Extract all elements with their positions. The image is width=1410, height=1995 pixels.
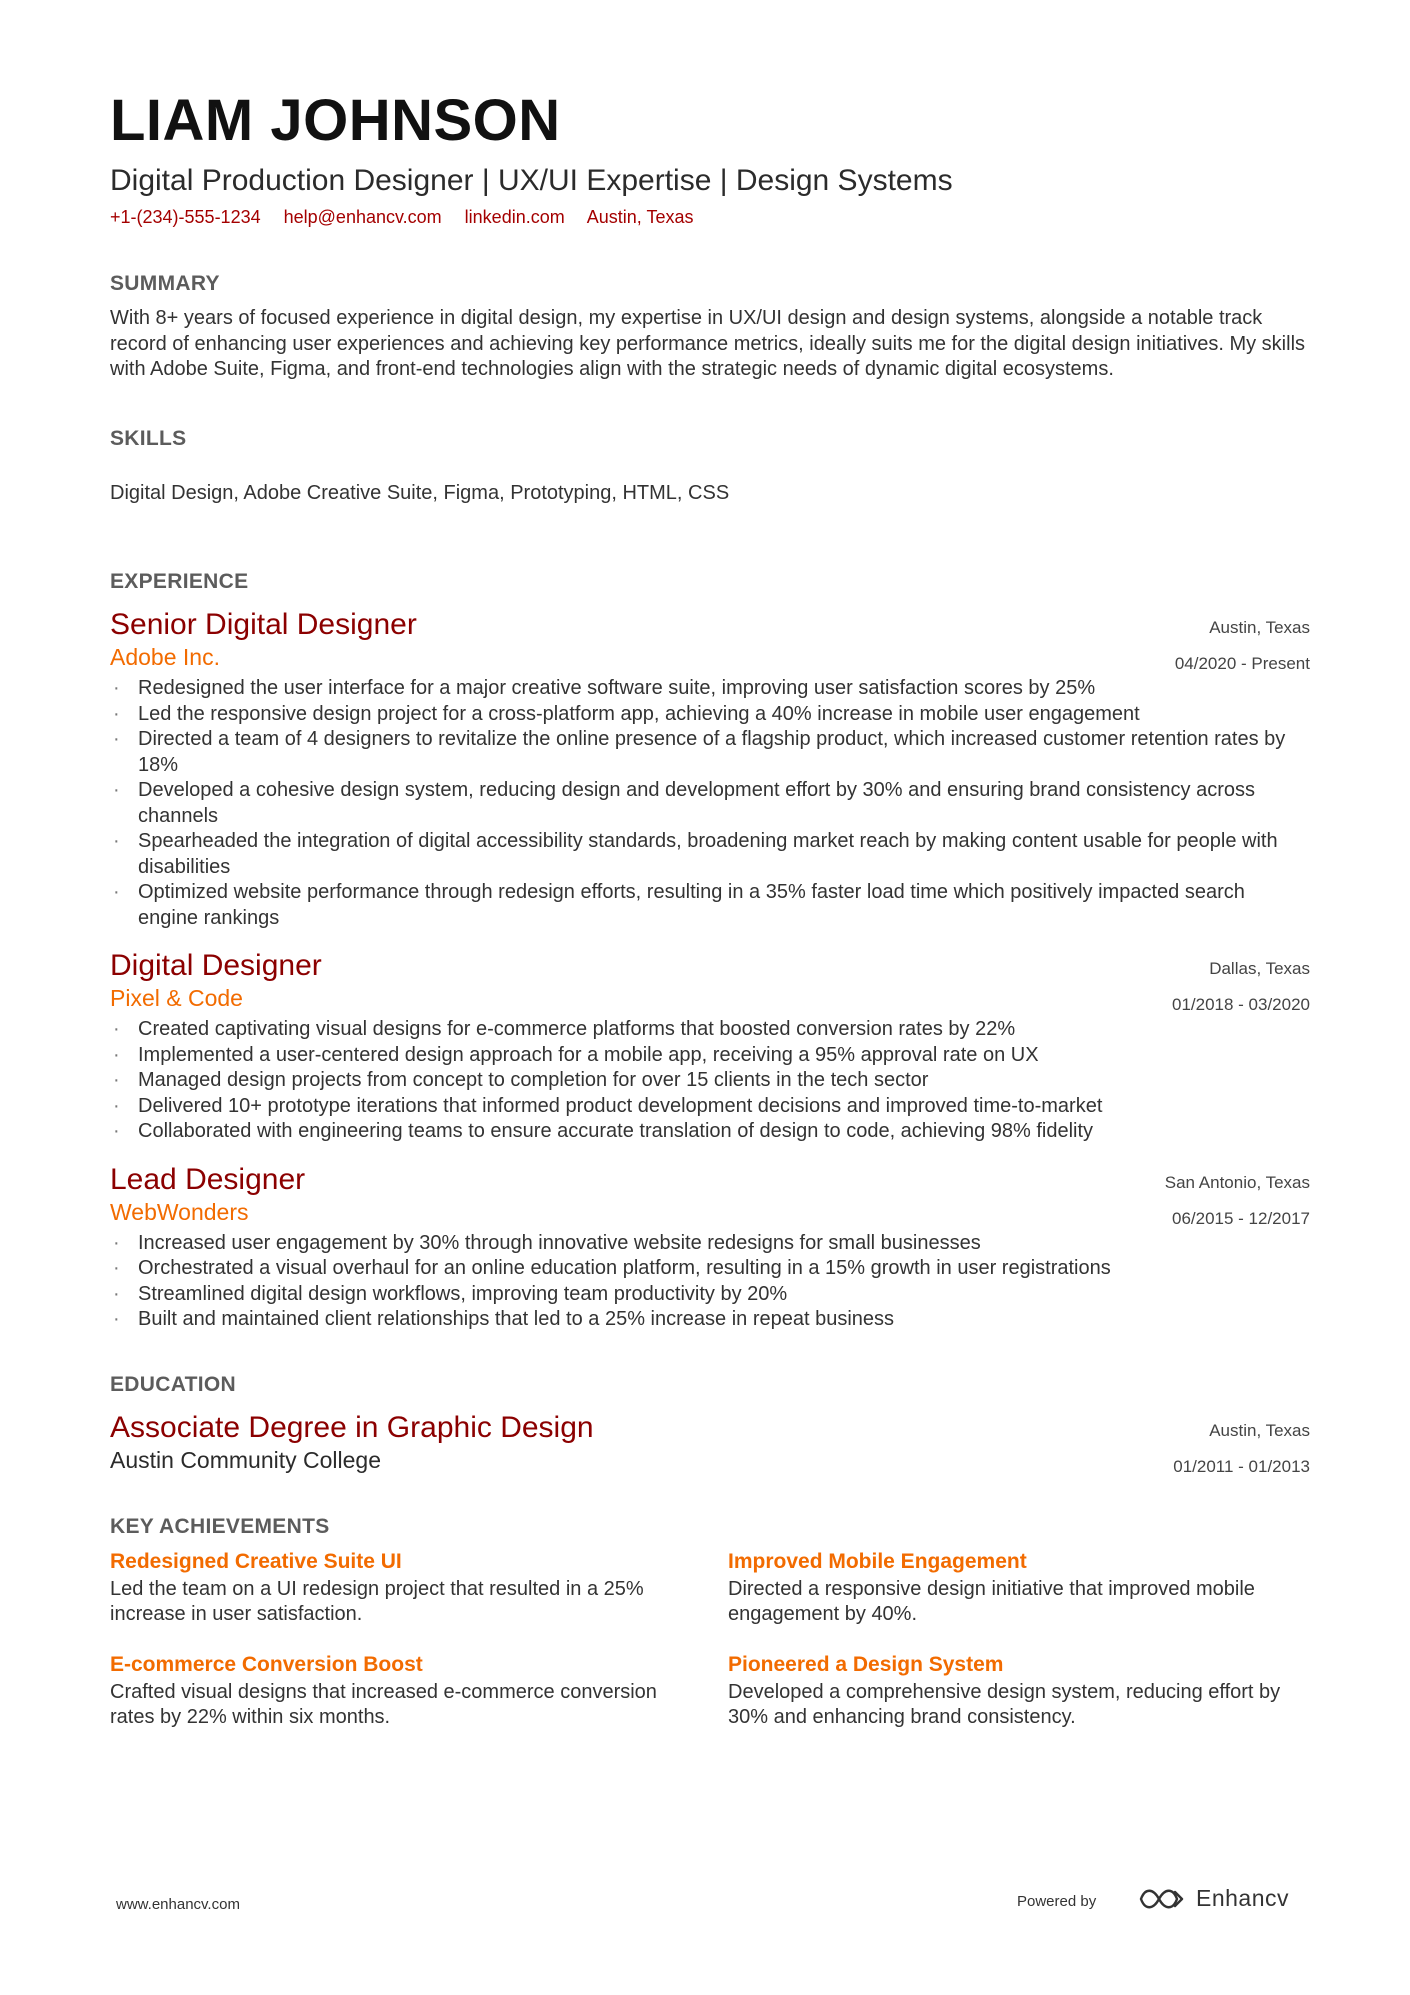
achievement-desc: Crafted visual designs that increased e-commerce conversion rates by 22% within six months. <box>110 1680 657 1728</box>
job-entry <box>110 949 1310 1145</box>
job-bullets <box>110 676 1310 931</box>
job-bullet: · Developed a cohesive design system, reducing design and development effort by 30% and ensuring brand consistency across channels <box>110 778 1310 829</box>
achievement-title: Pioneered a Design System <box>728 1652 1004 1676</box>
job-bullet: · Delivered 10+ prototype iterations that informed product development decisions and improved time-to-market <box>110 1094 1310 1120</box>
job-dates: 04/2020 - Present <box>1174 654 1310 673</box>
job-entry <box>110 608 1310 931</box>
job-bullet: · Redesigned the user interface for a major creative software suite, improving user satisfaction scores by 25% <box>110 676 1310 702</box>
footer-brand[interactable]: Enhancv <box>1196 1885 1290 1911</box>
education-location: Austin, Texas <box>1209 1420 1310 1440</box>
skills-text: Digital Design, Adobe Creative Suite, Figma, Prototyping, HTML, CSS <box>110 481 730 504</box>
job-company: Pixel & Code <box>110 985 243 1011</box>
achievement-item <box>110 1650 728 1731</box>
footer-powered-by: Powered by <box>1017 1893 1097 1910</box>
job-bullet: · Implemented a user-centered design approach for a mobile app, receiving a 95% approval rate on UX <box>110 1043 1310 1069</box>
job-entry <box>110 1163 1310 1333</box>
job-bullet: · Created captivating visual designs for e-commerce platforms that boosted conversion rates by 22% <box>110 1017 1310 1043</box>
contact-email[interactable]: help@enhancv.com <box>283 207 442 227</box>
candidate-headline: Digital Production Designer | UX/UI Expertise | Design Systems <box>110 164 953 197</box>
job-bullet: · Led the responsive design project for a cross-platform app, achieving a 40% increase in mobile user engagement <box>110 702 1310 728</box>
achievement-title: Improved Mobile Engagement <box>728 1549 1027 1573</box>
experience-heading: EXPERIENCE <box>110 570 249 593</box>
achievements-heading: KEY ACHIEVEMENTS <box>110 1514 330 1538</box>
job-location: Austin, Texas <box>1209 618 1310 637</box>
contact-phone[interactable]: +1-(234)-555-1234 <box>110 207 261 227</box>
contact-line <box>110 207 1310 228</box>
contact-linkedin[interactable]: linkedin.com <box>464 207 565 227</box>
job-title: Senior Digital Designer <box>110 608 417 641</box>
job-bullet: · Increased user engagement by 30% through innovative website redesigns for small businesses <box>110 1231 1310 1257</box>
achievement-item <box>728 1547 1310 1628</box>
job-bullet: · Managed design projects from concept to completion for over 15 clients in the tech sector <box>110 1068 1310 1094</box>
job-dates: 06/2015 - 12/2017 <box>1171 1208 1310 1228</box>
job-company: WebWonders <box>110 1198 249 1225</box>
enhancv-logo-icon <box>1137 1884 1185 1914</box>
job-location: San Antonio, Texas <box>1164 1172 1310 1192</box>
job-meta <box>1165 1165 1310 1237</box>
job-bullet: · Optimized website performance through redesign efforts, resulting in a 35% faster load time which positively impacted search engine rankings <box>110 880 1310 931</box>
education-entry <box>110 1411 1310 1475</box>
job-bullet: · Spearheaded the integration of digital accessibility standards, broadening market reach by making content usable for people with disabilities <box>110 829 1310 880</box>
skills-heading: SKILLS <box>110 426 187 450</box>
footer-url[interactable]: www.enhancv.com <box>116 1896 240 1913</box>
education-degree: Associate Degree in Graphic Design <box>110 1410 594 1444</box>
job-title: Digital Designer <box>110 949 322 982</box>
summary-heading: SUMMARY <box>110 272 220 295</box>
job-bullet: · Orchestrated a visual overhaul for an online education platform, resulting in a 15% growth in user registrations <box>110 1256 1310 1282</box>
education-dates: 01/2011 - 01/2013 <box>1173 1456 1310 1476</box>
job-bullet: · Collaborated with engineering teams to ensure accurate translation of design to code, achieving 98% fidelity <box>110 1119 1310 1145</box>
job-bullet: · Streamlined digital design workflows, improving team productivity by 20% <box>110 1282 1310 1308</box>
summary-text: With 8+ years of focused experience in digital design, my expertise in UX/UI design and design systems, alongside a notable track record of enhancing user experiences and achieving key performance metrics, ideally suits me for the digital design initiatives. My skills with Adobe Suite, Figma, and front-end technologies align with the strategic needs of dynamic digital ecosystems. <box>110 307 1306 380</box>
achievement-item <box>110 1547 728 1628</box>
education-heading: EDUCATION <box>110 1372 236 1396</box>
job-company: Adobe Inc. <box>110 644 220 670</box>
achievements-grid <box>110 1547 1310 1731</box>
achievement-title: Redesigned Creative Suite UI <box>110 1549 402 1573</box>
job-dates: 01/2018 - 03/2020 <box>1171 995 1310 1014</box>
contact-location: Austin, Texas <box>586 207 694 227</box>
job-bullets <box>110 1017 1310 1145</box>
education-school: Austin Community College <box>110 1446 382 1473</box>
achievement-title: E-commerce Conversion Boost <box>110 1652 423 1676</box>
achievement-desc: Developed a comprehensive design system, reducing effort by 30% and enhancing brand consistency. <box>728 1680 1281 1728</box>
job-location: Dallas, Texas <box>1209 959 1310 978</box>
job-meta <box>1175 610 1310 682</box>
job-bullets <box>110 1231 1310 1333</box>
job-title: Lead Designer <box>110 1162 306 1196</box>
achievement-desc: Directed a responsive design initiative that improved mobile engagement by 40%. <box>728 1577 1255 1625</box>
achievement-desc: Led the team on a UI redesign project that resulted in a 25% increase in user satisfaction. <box>110 1577 644 1625</box>
job-bullet: · Built and maintained client relationships that led to a 25% increase in repeat business <box>110 1307 1310 1333</box>
resume-page <box>110 88 1310 1731</box>
education-meta <box>1173 1413 1310 1485</box>
job-meta <box>1172 951 1310 1023</box>
candidate-name: LIAM JOHNSON <box>110 88 561 153</box>
achievement-item <box>728 1650 1310 1731</box>
job-bullet: · Directed a team of 4 designers to revitalize the online presence of a flagship product, which increased customer retention rates by 18% <box>110 727 1310 778</box>
